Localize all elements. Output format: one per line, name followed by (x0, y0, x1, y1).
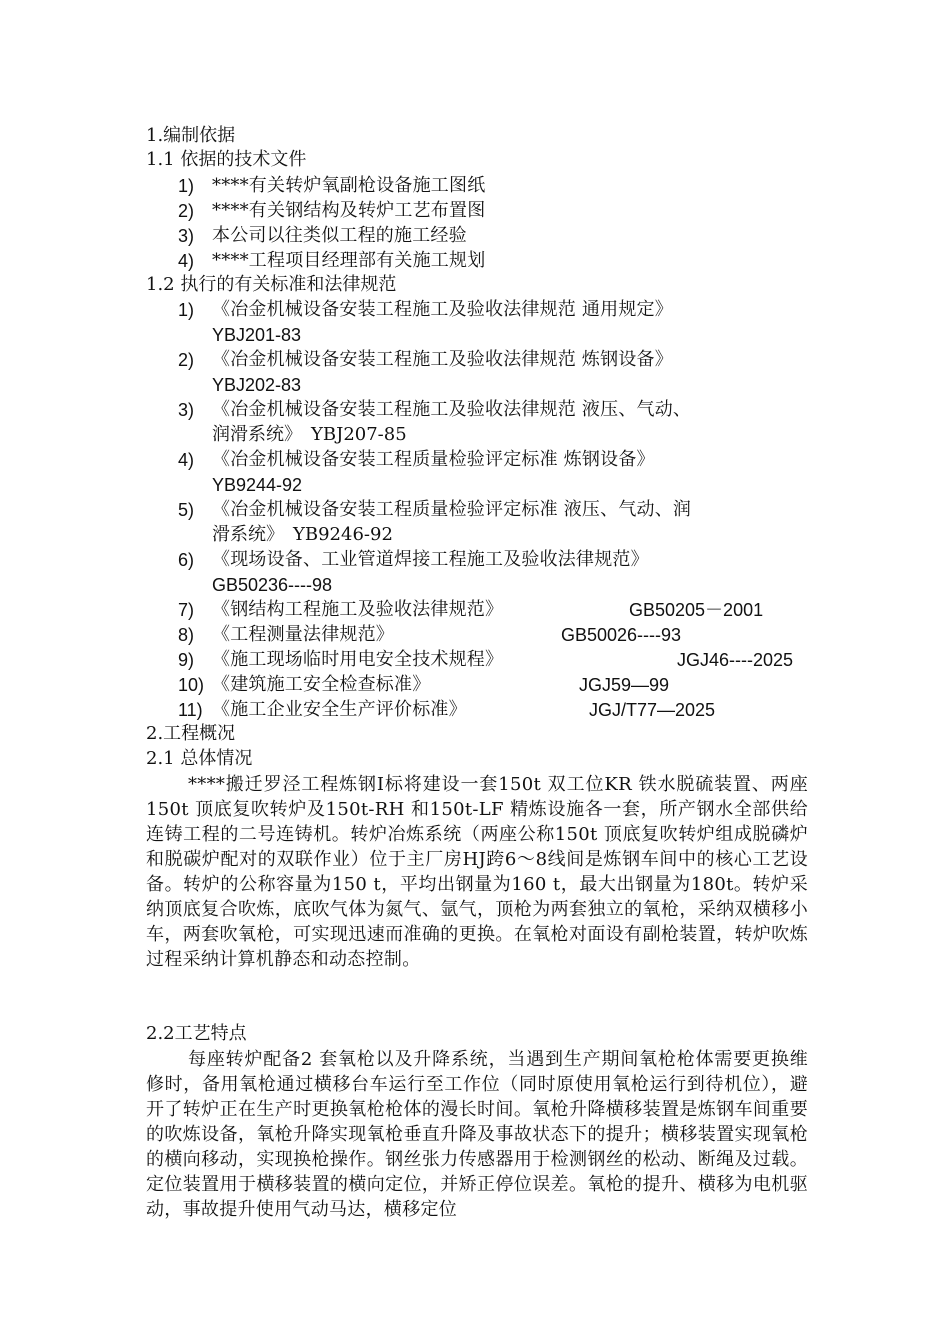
list-number: 7) (178, 600, 195, 620)
list-number: 1) (178, 300, 195, 320)
standard-code: JGJ/T77—2025 (589, 700, 716, 720)
paragraph-overview: ****搬迁罗泾工程炼钢I标将建设一套150t 双工位KR 铁水脱硫装置、两座150t 顶底复吹转炉及150t-RH 和150t-LF 精炼设施各一套，所产钢水全部供给连铸工程的二号连铸机。转炉冶炼系统（两座公称150t 顶底复吹转炉组成脱磷炉和脱碳炉配对的双联作业）位于主厂房HJ跨6～8线间是炼钢车间中的核心工艺设备。转炉的公称容量为150 t，平均出钢量为160 t，最大出钢量为180t。转炉采纳顶底复合吹炼，底吹气体为氮气、氩气，顶枪为两套独立的氧枪，采纳双横移小车，两套吹氧枪，可实现迅速而准确的更换。在氧枪对面设有副枪装置，转炉吹炼过程采纳计算机静态和动态控制。 (146, 774, 808, 970)
list-number: 1) (178, 176, 195, 196)
list-number: 2) (178, 350, 195, 370)
list-text: 《冶金机械设备安装工程质量检验评定标准 炼钢设备》 (212, 449, 655, 470)
list-number: 5) (178, 500, 195, 520)
standard-code: YBJ202-83 (212, 374, 302, 395)
heading-1-1: 1.1 依据的技术文件 (146, 149, 307, 170)
list-text: 《建筑施工安全检查标准》 (212, 674, 431, 695)
list-number: 3) (178, 226, 195, 246)
list-text-continued: 润滑系统》 YBJ207-85 (212, 423, 407, 445)
list-text-continued: 滑系统》 YB9246-92 (212, 523, 393, 545)
standard-code: YB9244-92 (212, 474, 303, 495)
list-text: 《冶金机械设备安装工程施工及验收法律规范 液压、气动、 (212, 399, 692, 420)
standard-code: GB50026----93 (561, 625, 682, 645)
list-text: 《施工企业安全生产评价标准》 (212, 699, 467, 720)
list-number: 3) (178, 400, 195, 420)
list-number: 4) (178, 251, 195, 271)
standard-code: GB50205－2001 (629, 600, 764, 620)
list-text: 《冶金机械设备安装工程质量检验评定标准 液压、气动、润 (212, 499, 692, 520)
list-text: 《冶金机械设备安装工程施工及验收法律规范 炼钢设备》 (212, 349, 673, 370)
list-number: 6) (178, 550, 195, 570)
list-text: 《钢结构工程施工及验收法律规范》 (212, 599, 504, 620)
list-number: 4) (178, 450, 195, 470)
list-number: 11) (178, 700, 203, 720)
list-text: 《施工现场临时用电安全技术规程》 (212, 649, 504, 670)
list-text: 本公司以往类似工程的施工经验 (212, 225, 467, 246)
list-text: 《冶金机械设备安装工程施工及验收法律规范 通用规定》 (212, 299, 673, 320)
list-text: 《工程测量法律规范》 (212, 624, 394, 645)
standard-code: JGJ46----2025 (677, 650, 794, 670)
heading-2-1: 2.1 总体情况 (146, 748, 253, 769)
heading-1-2: 1.2 执行的有关标准和法律规范 (146, 274, 397, 295)
list-number: 8) (178, 625, 195, 645)
list-number: 9) (178, 650, 195, 670)
list-text: ****有关转炉氧副枪设备施工图纸 (212, 175, 486, 196)
heading-2-2: 2.2工艺特点 (146, 1023, 247, 1044)
list-number: 2) (178, 201, 195, 221)
standard-code: GB50236----98 (212, 574, 333, 595)
heading-1: 1.编制依据 (146, 125, 236, 146)
heading-2: 2.工程概况 (146, 723, 236, 744)
paragraph-process-features: 每座转炉配备2 套氧枪以及升降系统，当遇到生产期间氧枪枪体需要更换维修时，备用氧枪通过横移台车运行至工作位（同时原使用氧枪运行到待机位），避开了转炉正在生产时更换氧枪枪体的漫长时间。氧枪升降横移装置是炼钢车间重要的吹炼设备，氧枪升降实现氧枪垂直升降及事故状态下的提升；横移装置实现氧枪的横向移动，实现换枪操作。钢丝张力传感器用于检测钢丝的松动、断绳及过载。定位装置用于横移装置的横向定位，并矫正停位误差。氧枪的提升、横移为电机驱动，事故提升使用气动马达，横移定位 (146, 1049, 808, 1220)
list-text: 《现场设备、工业管道焊接工程施工及验收法律规范》 (212, 549, 649, 570)
list-number: 10) (178, 675, 205, 695)
standard-code: JGJ59—99 (579, 675, 670, 695)
list-text: ****有关钢结构及转炉工艺布置图 (212, 200, 486, 221)
standard-code: YBJ201-83 (212, 324, 302, 345)
list-text: ****工程项目经理部有关施工规划 (212, 250, 486, 271)
